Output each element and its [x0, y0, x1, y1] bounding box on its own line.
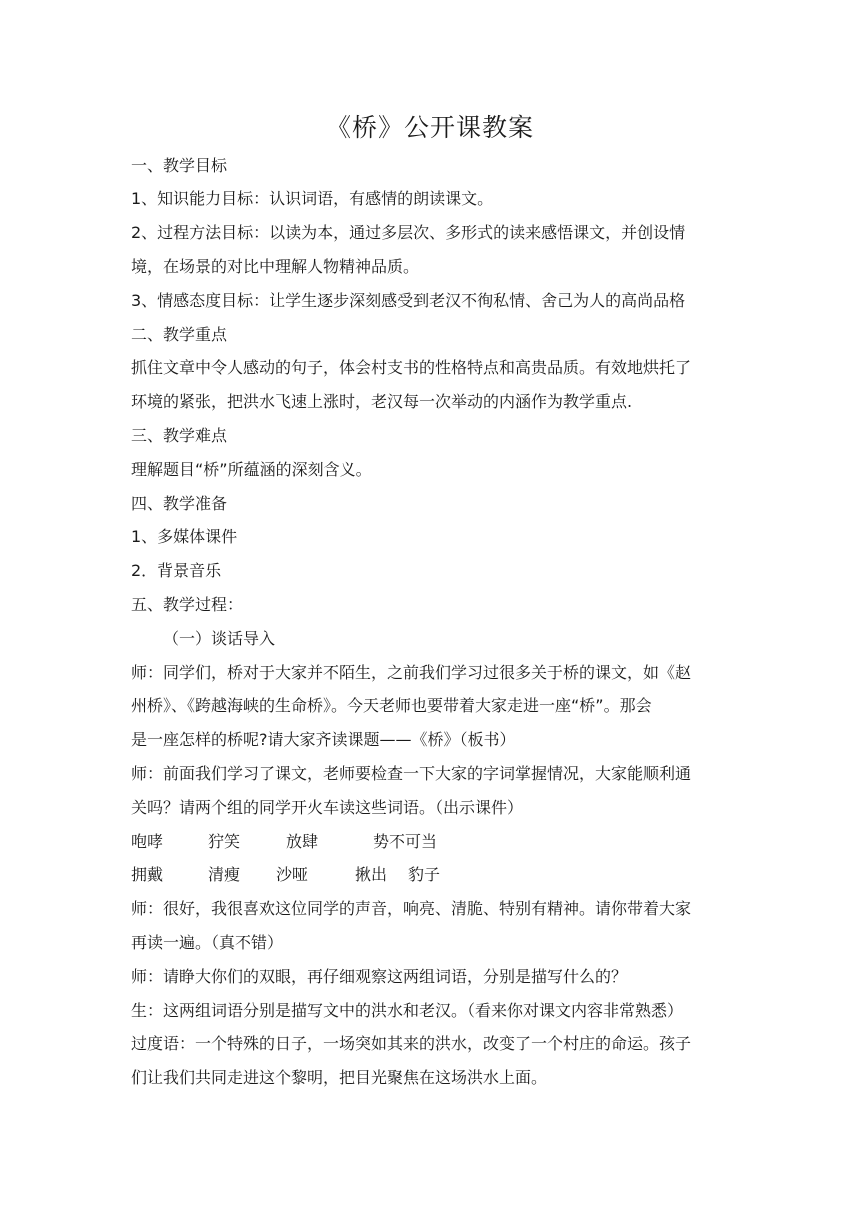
vocabulary-word: 揪出 [355, 865, 388, 884]
paragraph-line: 关吗？请两个组的同学开火车读这些词语。（出示课件） [131, 798, 524, 817]
paragraph-line: 再读一遍。（真不错） [131, 933, 284, 952]
paragraph-line: 师：很好，我很喜欢这位同学的声音，响亮、清脆、特别有精神。请你带着大家 [131, 899, 692, 918]
paragraph-line: 师：请睁大你们的双眼，再仔细观察这两组词语，分别是描写什么的？ [131, 967, 628, 986]
paragraph-line: 抓住文章中令人感动的句子，体会村支书的性格特点和高贵品质。有效地烘托了 [131, 358, 692, 377]
paragraph-line: 生：这两组词语分别是描写文中的洪水和老汉。（看来你对课文内容非常熟悉） [131, 1001, 684, 1020]
heading-teaching-preparation: 四、教学准备 [131, 494, 228, 513]
paragraph-line: 师：前面我们学习了课文，老师要检查一下大家的字词掌握情况，大家能顺利通 [131, 764, 692, 783]
paragraph-line: 环境的紧张，把洪水飞速上涨时，老汉每一次举动的内涵作为教学重点. [131, 392, 633, 411]
vocabulary-word: 沙哑 [276, 865, 309, 884]
vocabulary-word: 拥戴 [131, 865, 164, 884]
paragraph-line: 1、知识能力目标：认识词语，有感情的朗读课文。 [131, 189, 494, 208]
list-item: 1、多媒体课件 [131, 527, 238, 546]
vocabulary-word: 咆哮 [131, 832, 164, 851]
subheading-intro: （一）谈话导入 [163, 629, 276, 648]
paragraph-line: 是一座怎样的桥呢?请大家齐读课题——《桥》（板书） [131, 730, 516, 749]
heading-teaching-goals: 一、教学目标 [131, 156, 228, 175]
paragraph-line: 过度语：一个特殊的日子，一场突如其来的洪水，改变了一个村庄的命运。孩子 [131, 1034, 692, 1053]
paragraph-line: 们让我们共同走进这个黎明，把目光聚焦在这场洪水上面。 [131, 1068, 548, 1087]
vocabulary-word: 放肆 [286, 832, 319, 851]
heading-teaching-focus: 二、教学重点 [131, 325, 228, 344]
heading-teaching-process: 五、教学过程： [131, 595, 244, 614]
list-item: 2．背景音乐 [131, 561, 222, 580]
heading-teaching-difficulty: 三、教学难点 [131, 426, 228, 445]
paragraph-line: 师：同学们，桥对于大家并不陌生，之前我们学习过很多关于桥的课文，如《赵 [131, 663, 692, 682]
paragraph-line: 理解题目“桥”所蕴涵的深刻含义。 [131, 460, 372, 479]
document-title: 《桥》公开课教案 [325, 113, 534, 142]
paragraph-line: 州桥》、《跨越海峡的生命桥》。今天老师也要带着大家走进一座“桥”。那会 [131, 696, 652, 715]
vocabulary-word: 清瘦 [208, 865, 241, 884]
paragraph-line: 2、过程方法目标：以读为本，通过多层次、多形式的读来感悟课文，并创设情 [131, 223, 686, 242]
paragraph-line: 3、情感态度目标：让学生逐步深刻感受到老汉不徇私情、舍己为人的高尚品格 [131, 291, 686, 310]
vocabulary-word: 势不可当 [373, 832, 438, 851]
vocabulary-word: 狞笑 [208, 832, 241, 851]
paragraph-line: 境，在场景的对比中理解人物精神品质。 [131, 257, 420, 276]
vocabulary-word: 豹子 [408, 865, 441, 884]
